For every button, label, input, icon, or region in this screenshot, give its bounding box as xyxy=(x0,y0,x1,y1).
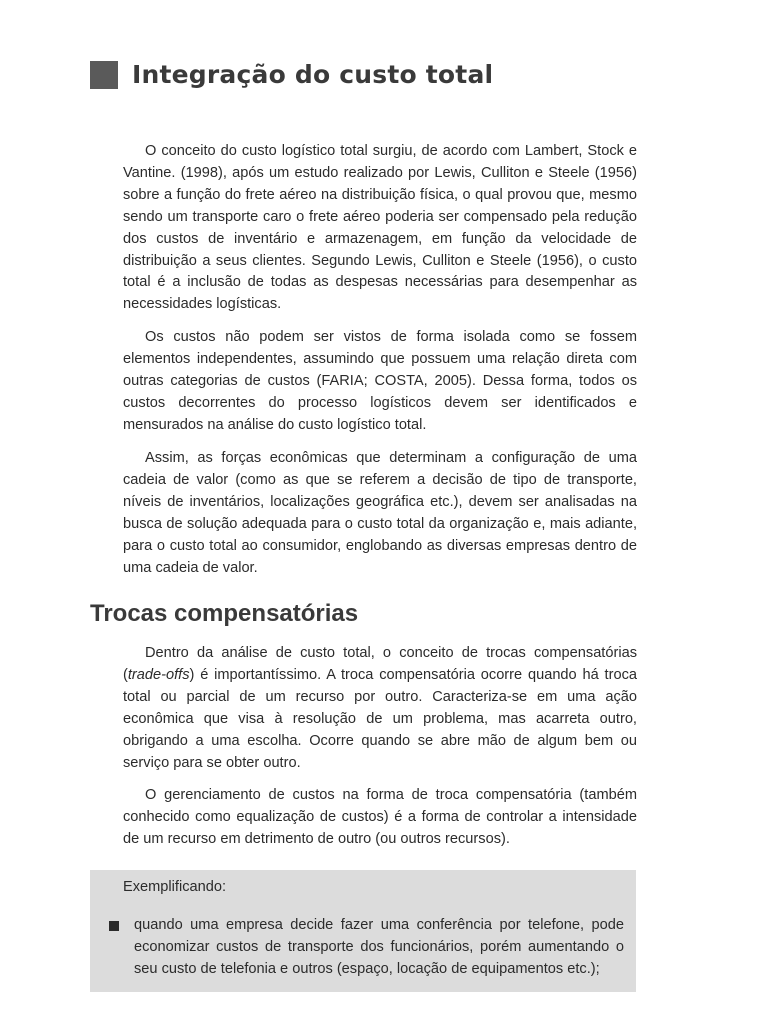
paragraph-5 xyxy=(123,785,637,851)
paragraph-4-start: Dentro da análise de custo total, o conceito de trocas compensatórias ( xyxy=(123,645,637,683)
paragraph-1 xyxy=(123,141,637,316)
paragraph-4-end: ) é importantíssimo. A troca compensatória ocorre quando há troca total ou parcial de um recurso por outro. Caracteriza-se em uma ação econômica que visa à resolução de um problema, mas acarreta outro, obrigando a uma escolha. Ocorre quando se abre mão de algum bem ou serviço para se obter outro. xyxy=(123,666,637,771)
paragraph-5-text: O gerenciamento de custos na forma de troca compensatória (também conhecido como equalização de custos) é a forma de controlar a intensidade de um recurso em detrimento de outro (ou outros recursos). xyxy=(123,787,637,847)
example-title: Exemplificando: xyxy=(123,879,227,895)
subheading-trocas-compensatorias: Trocas compensatórias xyxy=(90,600,359,627)
square-bullet-icon xyxy=(109,921,119,931)
paragraph-4-text xyxy=(123,643,637,774)
paragraph-4-emphasis: trade-offs xyxy=(127,666,190,683)
paragraph-2 xyxy=(123,327,637,437)
paragraph-3 xyxy=(123,448,637,579)
section-title: Integração do custo total xyxy=(132,60,494,89)
paragraph-4 xyxy=(123,643,637,774)
paragraph-3-text: Assim, as forças econômicas que determinam a configuração de uma cadeia de valor (como as que se referem a decisão de tipo de transporte, níveis de inventários, localizações geográfica etc.), devem ser analisadas na busca de solução adequada para o custo total da organização e, mais adiante, para o custo total ao consumidor, englobando as diversas empresas dentro de uma cadeia de valor. xyxy=(123,450,637,576)
example-list-item xyxy=(109,915,625,981)
paragraph-2-text: Os custos não podem ser vistos de forma isolada como se fossem elementos independentes, assumindo que possuem uma relação direta com outras categorias de custos (FARIA; COSTA, 2005). Dessa forma, todos os custos decorrentes do processo logísticos devem ser identificados e mensurados na análise do custo logístico total. xyxy=(123,329,637,433)
paragraph-1-text: O conceito do custo logístico total surgiu, de acordo com Lambert, Stock e Vantine. (1998), após um estudo realizado por Lewis, Culliton e Steele (1956) sobre a função do frete aéreo na distribuição física, o qual provou que, mesmo sendo um transporte caro o frete aéreo poderia ser compensado pela redução dos custos de inventário e armazenagem, em função da velocidade de distribuição a seus clientes. Segundo Lewis, Culliton e Steele (1956), o custo total é a inclusão de todas as despesas necessárias para desempenhar as necessidades logísticas. xyxy=(123,143,637,313)
example-box xyxy=(90,870,636,992)
section-header xyxy=(90,60,493,89)
example-item-text: quando uma empresa decide fazer uma conferência por telefone, pode economizar custos de transporte dos funcionários, porém aumentando o seu custo de telefonia e outros (espaço, locação de equipamentos etc.); xyxy=(134,917,624,977)
section-marker-square xyxy=(90,61,118,89)
